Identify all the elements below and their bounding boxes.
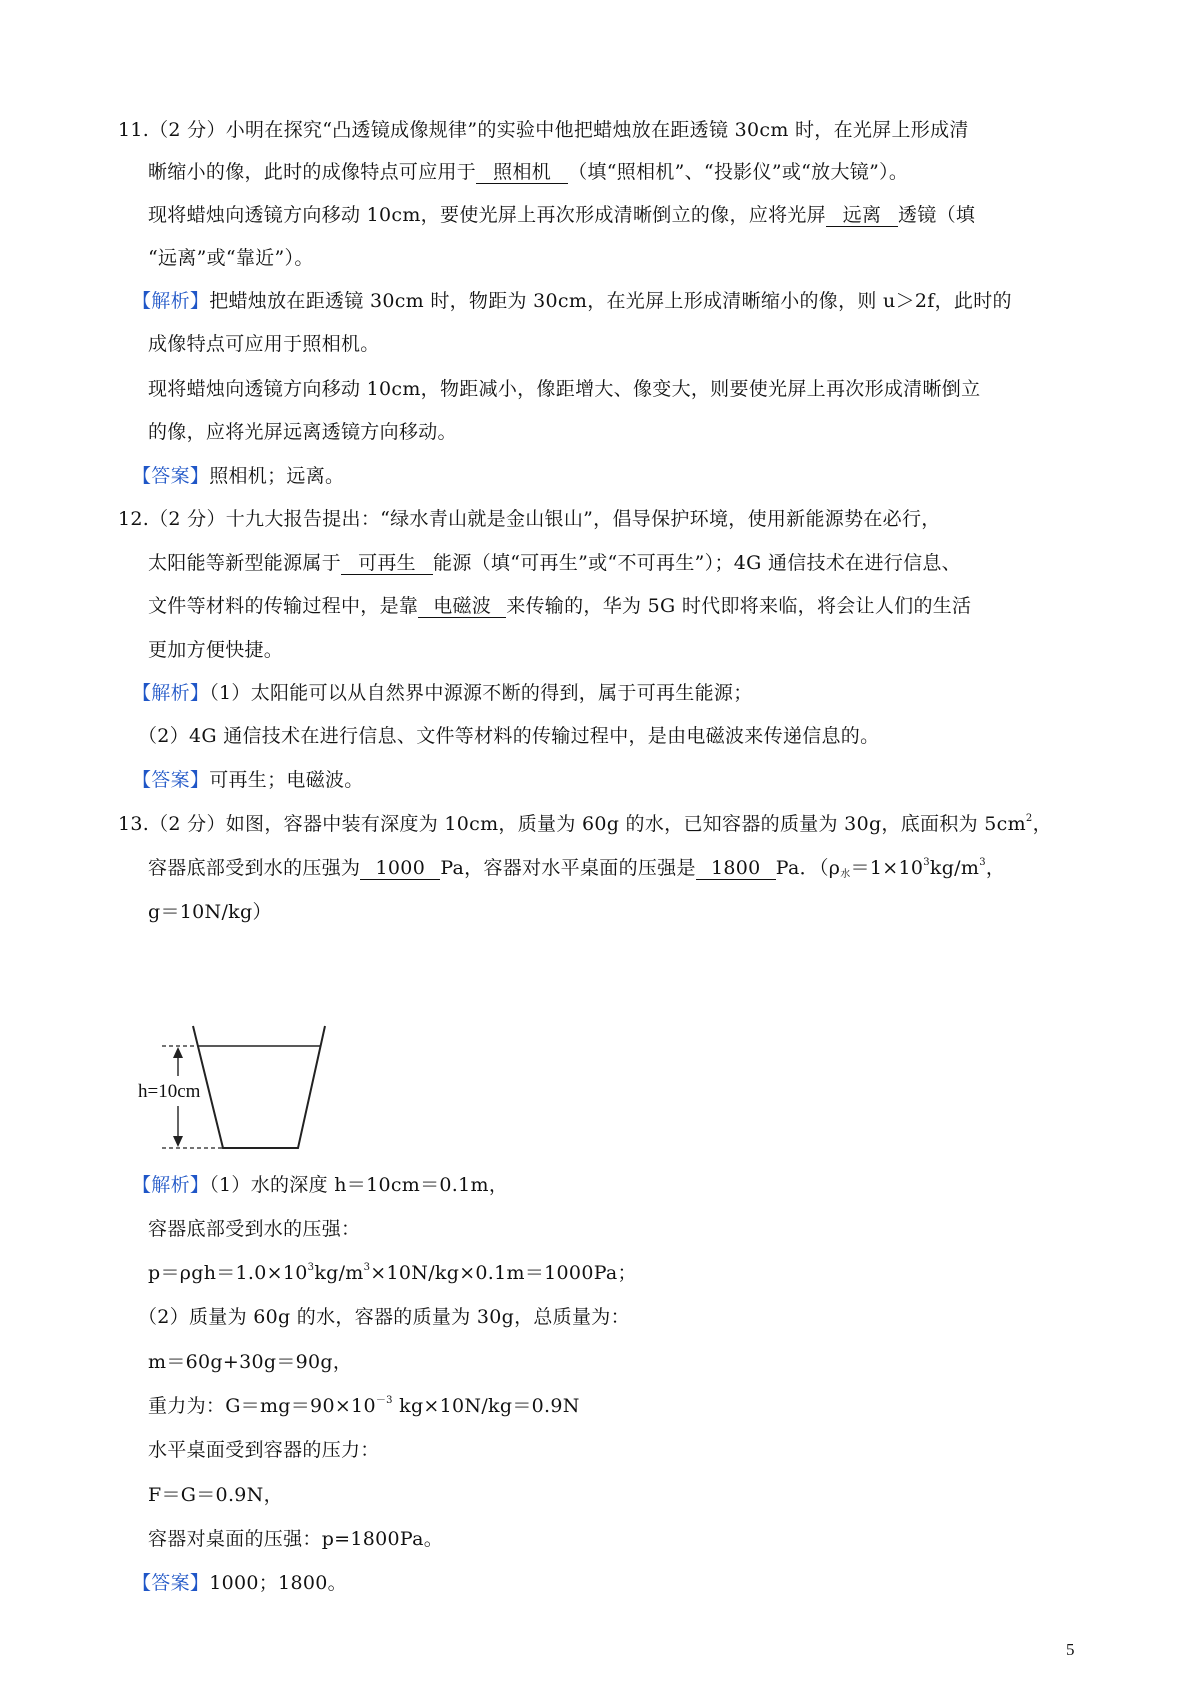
q13-analysis-line9: 容器对桌面的压强：p=1800Pa。 — [148, 1528, 444, 1550]
q12-stem-line2: 太阳能等新型能源属于 可再生 能源（填“可再生”或“不可再生”）；4G 通信技术在进行信息、 — [148, 552, 961, 574]
q12-analysis-line1: 【解析】（1）太阳能可以从自然界中源源不断的得到，属于可再生能源； — [132, 682, 753, 704]
q11-stem-line1: 11.（2 分）小明在探究“凸透镜成像规律”的实验中他把蜡烛放在距透镜 30cm 时，在光屏上形成清 — [118, 119, 969, 141]
q12-answer: 【答案】可再生；电磁波。 — [132, 769, 364, 791]
q11-stem-line3: 现将蜡烛向透镜方向移动 10cm，要使光屏上再次形成清晰倒立的像，应将光屏 远离 透镜（填 — [148, 204, 976, 226]
q12-answer-blank-1: 可再生 — [341, 552, 433, 575]
q13-analysis-line8: F＝G＝0.9N， — [148, 1484, 283, 1506]
q11-answer: 【答案】照相机；远离。 — [132, 465, 345, 487]
q11-analysis-line4: 的像，应将光屏远离透镜方向移动。 — [148, 421, 457, 443]
q11-stem-line4: “远离”或“靠近”）。 — [148, 247, 314, 269]
q11-analysis-line2: 成像特点可应用于照相机。 — [148, 333, 380, 355]
page-number: 5 — [1066, 1640, 1075, 1659]
q11-answer-blank-1: 照相机 — [476, 161, 568, 184]
q13-stem-line1: 13.（2 分）如图，容器中装有深度为 10cm，质量为 60g 的水，已知容器的质量为 30g，底面积为 $5cm^2$， — [118, 813, 1052, 835]
q11-analysis-line1: 【解析】把蜡烛放在距透镜 30cm 时，物距为 30cm，在光屏上形成清晰缩小的像，则 u＞2f，此时的 — [132, 290, 1012, 312]
q13-answer: 【答案】1000；1800。 — [132, 1572, 347, 1594]
q12-stem-line3: 文件等材料的传输过程中，是靠 电磁波 来传输的，华为 5G 时代即将来临，将会让人们的生活 — [148, 595, 972, 617]
analysis-tag: 【解析】 — [132, 1174, 210, 1196]
q12-analysis-line2: （2）4G 通信技术在进行信息、文件等材料的传输过程中，是由电磁波来传递信息的。 — [138, 725, 880, 747]
container-figure — [138, 1010, 358, 1170]
q13-stem-line2: 容器底部受到水的压强为 1000 Pa，容器对水平桌面的压强是 1800 Pa．（$\rho_水=1\times 10^3kg/m^3$， — [148, 857, 1006, 880]
q11-analysis-line3: 现将蜡烛向透镜方向移动 10cm，物距减小，像距增大、像变大，则要使光屏上再次形成清晰倒立 — [148, 378, 981, 400]
q13-analysis-line1: 【解析】（1）水的深度 h＝10cm＝0.1m， — [132, 1174, 509, 1196]
answer-tag: 【答案】 — [132, 1572, 210, 1594]
analysis-tag: 【解析】 — [132, 682, 210, 704]
q12-answer-blank-2: 电磁波 — [418, 595, 506, 618]
q13-analysis-line4: （2）质量为 60g 的水，容器的质量为 30g，总质量为： — [138, 1306, 630, 1328]
height-label: h=10cm — [138, 1081, 201, 1102]
container-outline — [193, 1026, 325, 1148]
arrow-down-icon — [173, 1136, 183, 1147]
q13-stem-line3: g＝10N/kg） — [148, 901, 272, 923]
q13-analysis-line5: m＝60g+30g＝90g， — [148, 1351, 353, 1373]
q11-stem-line2: 晰缩小的像，此时的成像特点可应用于 照相机 （填“照相机”、“投影仪”或“放大镜”）。 — [148, 161, 909, 183]
answer-tag: 【答案】 — [132, 465, 210, 487]
analysis-tag: 【解析】 — [132, 290, 210, 312]
q11-answer-blank-2: 远离 — [826, 204, 898, 227]
q13-analysis-line2: 容器底部受到水的压强： — [148, 1218, 361, 1240]
q12-stem-line4: 更加方便快捷。 — [148, 639, 284, 661]
q13-answer-blank-2: 1800 — [696, 857, 776, 880]
q13-analysis-line7: 水平桌面受到容器的压力： — [148, 1439, 380, 1461]
arrow-up-icon — [173, 1047, 183, 1058]
answer-tag: 【答案】 — [132, 769, 210, 791]
q13-analysis-line3: $p=\rho gh=1.0\times 10^3kg/m^3\times 10N/kg\times 0.1m=1000Pa$； — [148, 1262, 637, 1284]
q13-analysis-line6: 重力为：$G=mg=90\times 10^{-3}$ kg×10N/kg＝0.9N — [148, 1395, 580, 1417]
q12-stem-line1: 12.（2 分）十九大报告提出：“绿水青山就是金山银山”，倡导保护环境，使用新能源势在必行， — [118, 508, 941, 530]
q13-answer-blank-1: 1000 — [360, 857, 440, 880]
